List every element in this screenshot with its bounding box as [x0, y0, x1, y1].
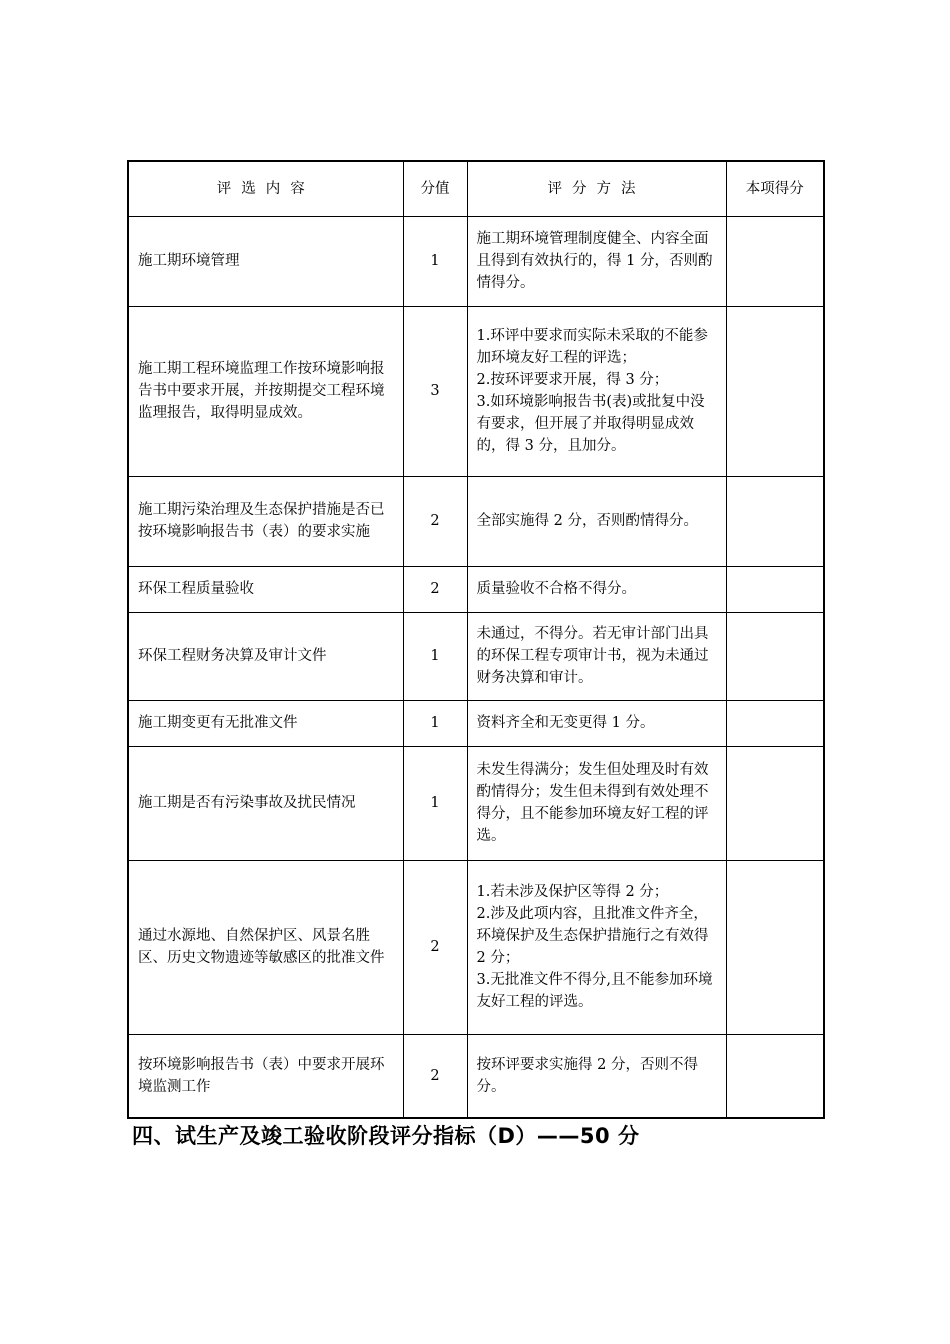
- row-method: 未通过，不得分。若无审计部门出具的环保工程专项审计书，视为未通过财务决算和审计。: [467, 612, 726, 700]
- scoring-table: [127, 160, 825, 1119]
- row-method: 全部实施得 2 分，否则酌情得分。: [467, 476, 726, 566]
- table-row: [128, 700, 824, 746]
- row-result: [726, 746, 824, 860]
- row-content: 按环境影响报告书（表）中要求开展环境监测工作: [128, 1034, 403, 1118]
- row-score: 2: [403, 1034, 467, 1118]
- header-result: 本项得分: [726, 161, 824, 216]
- section-heading: 四、试生产及竣工验收阶段评分指标（D）——50 分: [132, 1124, 640, 1148]
- row-score: 1: [403, 700, 467, 746]
- row-result: [726, 612, 824, 700]
- table-row: [128, 566, 824, 612]
- row-score: 2: [403, 860, 467, 1034]
- row-content: 施工期是否有污染事故及扰民情况: [128, 746, 403, 860]
- row-score: 1: [403, 612, 467, 700]
- row-method: 按环评要求实施得 2 分，否则不得分。: [467, 1034, 726, 1118]
- row-content: 环保工程质量验收: [128, 566, 403, 612]
- table-row: [128, 1034, 824, 1118]
- row-content: 施工期工程环境监理工作按环境影响报告书中要求开展，并按期提交工程环境监理报告，取得明显成效。: [128, 306, 403, 476]
- row-content: 施工期变更有无批准文件: [128, 700, 403, 746]
- row-content: 施工期污染治理及生态保护措施是否已按环境影响报告书（表）的要求实施: [128, 476, 403, 566]
- table-row: [128, 612, 824, 700]
- row-result: [726, 566, 824, 612]
- header-row: [128, 161, 824, 216]
- row-method: 未发生得满分；发生但处理及时有效酌情得分；发生但未得到有效处理不得分，且不能参加环境友好工程的评选。: [467, 746, 726, 860]
- table-row: [128, 476, 824, 566]
- row-score: 1: [403, 746, 467, 860]
- header-score: 分值: [403, 161, 467, 216]
- row-score: 2: [403, 566, 467, 612]
- row-result: [726, 216, 824, 306]
- row-score: 3: [403, 306, 467, 476]
- row-method: 质量验收不合格不得分。: [467, 566, 726, 612]
- table-row: [128, 216, 824, 306]
- row-score: 1: [403, 216, 467, 306]
- row-method: 施工期环境管理制度健全、内容全面且得到有效执行的，得 1 分，否则酌情得分。: [467, 216, 726, 306]
- row-result: [726, 476, 824, 566]
- row-method: 1.若未涉及保护区等得 2 分； 2.涉及此项内容，且批准文件齐全，环境保护及生态保护措施行之有效得 2 分； 3.无批准文件不得分,且不能参加环境友好工程的评选。: [467, 860, 726, 1034]
- row-content: 通过水源地、自然保护区、风景名胜区、历史文物遗迹等敏感区的批准文件: [128, 860, 403, 1034]
- row-result: [726, 700, 824, 746]
- table-row: [128, 746, 824, 860]
- table-row: [128, 860, 824, 1034]
- row-result: [726, 860, 824, 1034]
- row-method: 资料齐全和无变更得 1 分。: [467, 700, 726, 746]
- row-result: [726, 306, 824, 476]
- table-row: [128, 306, 824, 476]
- row-result: [726, 1034, 824, 1118]
- row-method: 1.环评中要求而实际未采取的不能参加环境友好工程的评选； 2.按环评要求开展，得 3 分； 3.如环境影响报告书(表)或批复中没有要求，但开展了并取得明显成效的，得 3 分，且加分。: [467, 306, 726, 476]
- row-content: 环保工程财务决算及审计文件: [128, 612, 403, 700]
- row-score: 2: [403, 476, 467, 566]
- row-content: 施工期环境管理: [128, 216, 403, 306]
- header-content: 评选内容: [128, 161, 403, 216]
- header-method: 评分方法: [467, 161, 726, 216]
